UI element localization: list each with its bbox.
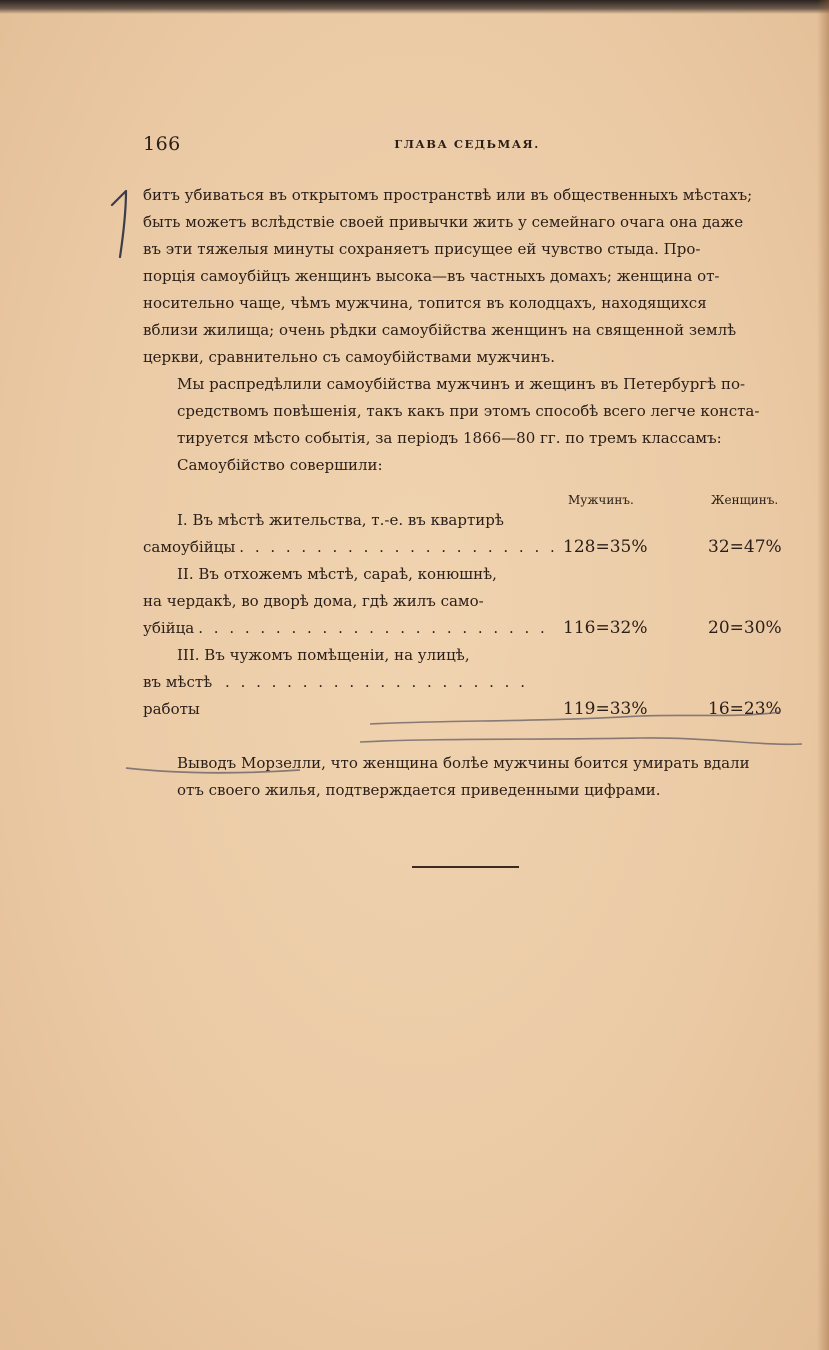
margin-pencil-mark bbox=[108, 185, 138, 265]
women-value: 16=23% bbox=[708, 699, 782, 719]
men-value: 128=35% bbox=[563, 537, 648, 557]
men-value: 119=33% bbox=[563, 699, 648, 719]
page-header bbox=[143, 133, 791, 157]
men-value: 116=32% bbox=[563, 618, 648, 638]
table-row bbox=[143, 561, 791, 642]
table-header bbox=[143, 481, 791, 507]
page-right-edge bbox=[817, 0, 829, 1350]
row-label: I. Въ мѣстѣ жительства, т.-е. въ квартирѣ самоубійцы . . . . . . . . . . . . . . . . . . . . . bbox=[143, 511, 558, 556]
row-label: III. Въ чужомъ помѣщеніи, на улицѣ, въ мѣстѣ работы . . . . . . . . . . . . . . . . . . . . bbox=[143, 646, 528, 718]
table-row bbox=[143, 507, 791, 561]
pencil-underline bbox=[120, 708, 810, 783]
column-men-header: Мужчинъ. bbox=[568, 493, 634, 507]
column-women-header: Женщинъ. bbox=[711, 493, 779, 507]
women-value: 20=30% bbox=[708, 618, 782, 638]
paragraph-1: битъ убиваться въ открытомъ пространствѣ или въ общественныхъ мѣстахъ; быть можетъ вслѣдствіе своей привычки жить у семейнаго очага она даже въ эти тяжелыя минуты сохраняетъ присущее ей чувство стыда. Про- порція самоубійцъ женщинъ высока—въ частныхъ домахъ; женщина от- носительно чаще, чѣмъ мужчина, топится въ колодцахъ, находящихся вблизи жилища; очень рѣдки самоубійства женщинъ на священной землѣ церкви, сравнительно съ самоубійствами мужчинъ. bbox=[143, 186, 753, 366]
paragraph-3: Самоубійство совершили: bbox=[177, 456, 383, 474]
page-number: 166 bbox=[143, 133, 181, 155]
row-label: II. Въ отхожемъ мѣстѣ, сараѣ, конюшнѣ, на чердакѣ, во дворѣ дома, гдѣ жилъ само- убійца . . . . . . . . . . . . . . . . . . . . . . . bbox=[143, 565, 548, 637]
page-top-edge bbox=[0, 0, 829, 14]
women-value: 32=47% bbox=[708, 537, 782, 557]
paragraph-4: Выводъ Морзелли, что женщина болѣе мужчины боится умирать вдали отъ своего жилья, подтверждается приведенными цифрами. bbox=[177, 754, 750, 799]
statistics-table bbox=[143, 481, 791, 723]
end-rule bbox=[412, 866, 519, 868]
paragraph-2: Мы распредѣлили самоубійства мужчинъ и жещинъ въ Петербургѣ по- средствомъ повѣшенія, такъ какъ при этомъ способѣ всего легче конста- тируется мѣсто событія, за періодъ 1866—80 гг. по тремъ классамъ: bbox=[177, 375, 760, 447]
running-head: ГЛАВА СЕДЬМАЯ. bbox=[394, 137, 540, 151]
